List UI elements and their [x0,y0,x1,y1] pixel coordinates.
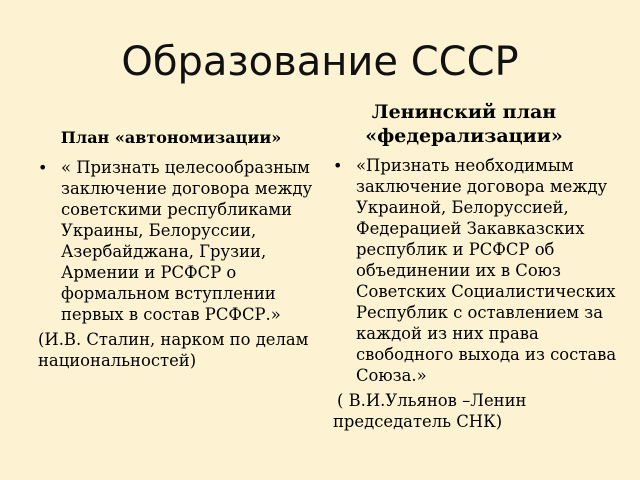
autonomization-plan-column [38,157,328,371]
autonomization-quote: « Признать целесообразным заключение договора между советскими республиками Украины, Белоруссии, Азербайджана, Грузии, Армении и РСФСР о формальном вступлении первых в состав РСФСР.» [61,158,313,324]
federalization-plan-heading: Ленинский план «федерализации» [365,101,563,147]
bullet-icon: • [38,158,48,177]
federalization-quote-item [333,155,633,386]
federalization-quote: «Признать необходимым заключение договора между Украиной, Белоруссией, Федерацией Закавказских республик и РСФСР об объединении их в Союз Советских Социалистических Республик с оставлением за каждой из них права свободного выхода из состава Союза.» [356,156,617,385]
federalization-attribution: ( В.И.Ульянов –Ленин председатель СНК) [333,391,527,431]
autonomization-attribution: (И.В. Сталин, нарком по делам национальностей) [38,330,309,370]
autonomization-quote-item [38,157,328,325]
bullet-icon: • [333,156,343,175]
autonomization-plan-heading: План «автономизации» [60,128,282,147]
slide-title: Образование СССР [121,39,519,85]
federalization-plan-column [333,155,633,432]
